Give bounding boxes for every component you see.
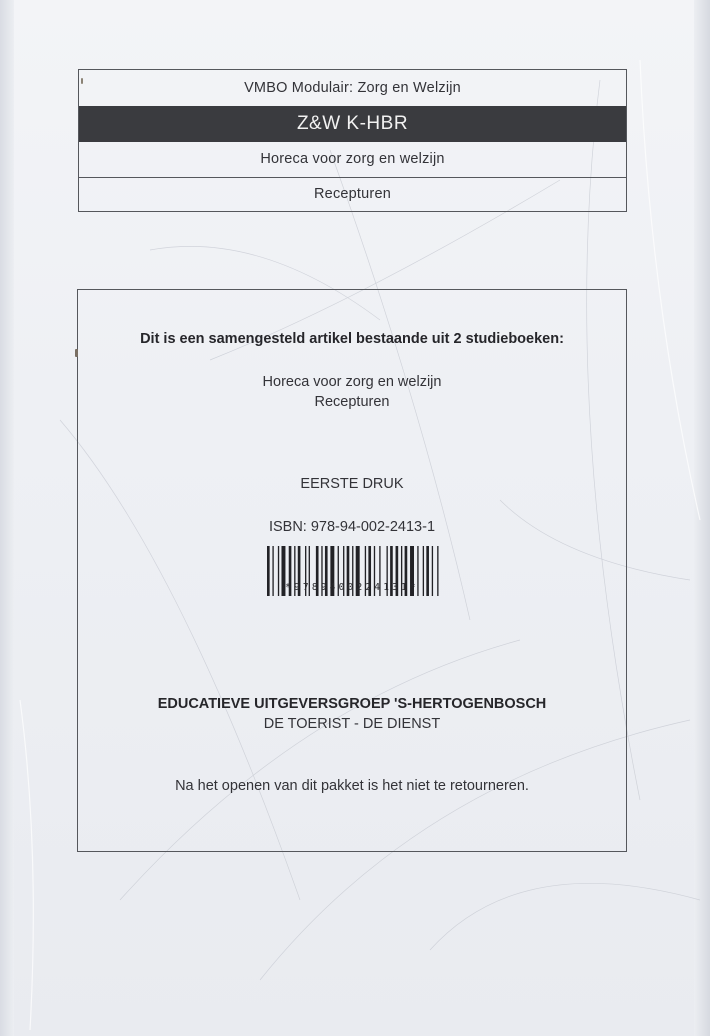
smudge-mark bbox=[75, 349, 78, 357]
book-title-1: Horeca voor zorg en welzijn bbox=[79, 142, 626, 178]
return-notice: Na het openen van dit pakket is het niet te retourneren. bbox=[175, 778, 529, 794]
smudge-mark bbox=[81, 78, 83, 84]
info-box bbox=[77, 289, 627, 852]
edition-label: EERSTE DRUK bbox=[300, 476, 404, 492]
included-book-2: Recepturen bbox=[314, 394, 390, 410]
intro-text: Dit is een samengesteld artikel bestaande uit 2 studieboeken: bbox=[140, 331, 564, 347]
barcode-digits: *9789400224131* bbox=[285, 582, 419, 593]
publisher-name: EDUCATIEVE UITGEVERSGROEP 'S-HERTOGENBOSCH bbox=[157, 696, 547, 712]
included-book-1: Horeca voor zorg en welzijn bbox=[262, 374, 442, 390]
book-title-2: Recepturen bbox=[314, 186, 391, 202]
course-code: Z&W K-HBR bbox=[79, 106, 626, 142]
publisher-imprint: DE TOERIST - DE DIENST bbox=[263, 716, 441, 732]
title-box bbox=[78, 69, 627, 212]
isbn-label: ISBN: 978-94-002-2413-1 bbox=[268, 519, 436, 535]
series-title: VMBO Modulair: Zorg en Welzijn bbox=[244, 80, 461, 96]
